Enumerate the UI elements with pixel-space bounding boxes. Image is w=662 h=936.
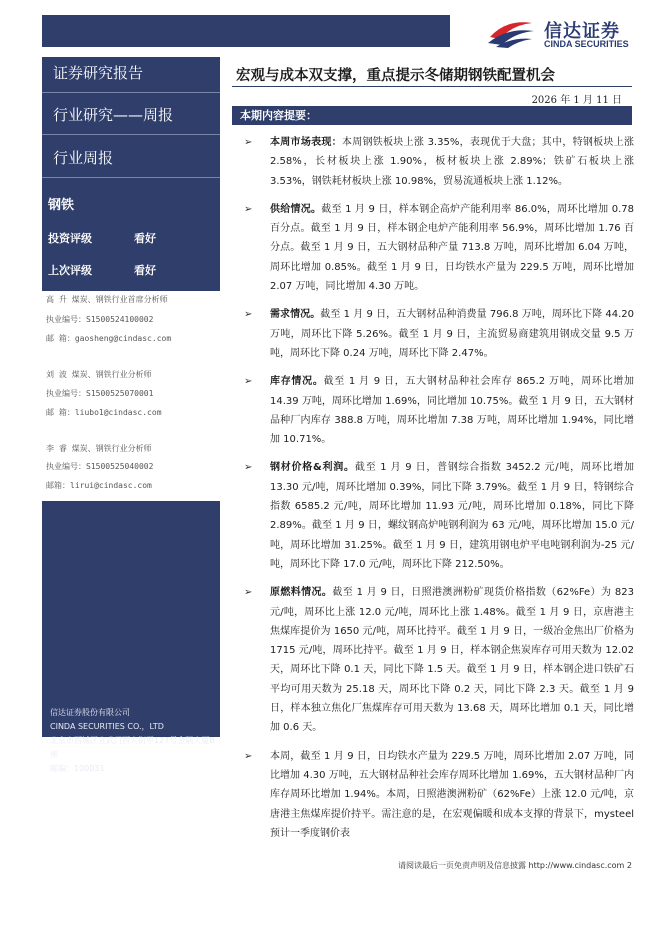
company-info bbox=[50, 706, 218, 776]
analyst-list bbox=[42, 291, 220, 501]
arrow-bullet-icon: ➢ bbox=[244, 203, 253, 215]
analyst-license: 执业编号：S1500525040002 bbox=[46, 462, 154, 471]
page-title: 宏观与成本双支撑，重点提示冬储期钢铁配置机会 bbox=[236, 68, 555, 84]
sidebar-divider bbox=[42, 92, 220, 93]
bullet-head: 需求情况。 bbox=[270, 309, 321, 321]
analyst-license: 执业编号：S1500525070001 bbox=[46, 389, 154, 398]
bullet-market bbox=[232, 133, 634, 191]
bullet-text: 截至 1 月 9 日，五大钢材品种消费量 796.8 万吨，周环比下降 44.20 万吨，周环比下降 5.26%。截至 1 月 9 日，主流贸易商建筑用钢成交量 9.5 万吨，周环比下降 0.24 万吨，周环比下降 2.47%。 bbox=[270, 309, 635, 359]
rating-label: 投资评级 bbox=[48, 232, 92, 245]
arrow-bullet-icon: ➢ bbox=[244, 309, 253, 321]
arrow-bullet-icon: ➢ bbox=[244, 137, 253, 148]
arrow-bullet-icon: ➢ bbox=[244, 587, 253, 599]
company-postcode: 邮编：100031 bbox=[50, 764, 105, 773]
summary-header: 本期内容提要： bbox=[232, 106, 632, 125]
bullet-supply bbox=[232, 200, 634, 296]
analyst-name: 刘 波 煤炭、钢铁行业分析师 bbox=[46, 370, 152, 379]
title-divider bbox=[232, 86, 632, 87]
company-name-cn: 信达证券股份有限公司 bbox=[50, 708, 130, 717]
analyst-name: 高 升 煤炭、钢铁行业首席分析师 bbox=[46, 295, 168, 304]
report-date: 2026 年 1 月 11 日 bbox=[531, 95, 622, 106]
bullet-head: 库存情况。 bbox=[270, 376, 324, 388]
bullet-text: 本周钢铁板块上涨 3.35%，表现优于大盘；其中，特钢板块上涨 2.58%，长材板块上涨 1.90%，板材板块上涨 2.89%；铁矿石板块上涨 3.53%，钢铁耗材板块上涨 10.98%，贸易流通板块上涨 1.12%。 bbox=[270, 137, 634, 187]
brand-name-en: CINDA SECURITIES bbox=[544, 39, 629, 49]
bullet-text: 截至 1 月 9 日，样本钢企高炉产能利用率 86.0%，周环比增加 0.78 百分点。截至 1 月 9 日，样本钢企电炉产能利用率 56.9%，周环比增加 1.76 百分点。截至 1 月 9 日，五大钢材品种产量 713.8 万吨，周环比增加 6.04 万吨，周环比增加 0.85%。截至 1 月 9 日，日均铁水产量为 229.5 万吨，周环比增加 2.07 万吨，同比增加 4.30 万吨。 bbox=[270, 203, 634, 293]
bullet-head: 钢材价格&利润。 bbox=[270, 462, 355, 474]
arrow-bullet-icon: ➢ bbox=[244, 376, 253, 388]
bullet-head: 本周市场表现： bbox=[270, 137, 342, 148]
bullet-text: 截至 1 月 9 日，五大钢材品种社会库存 865.2 万吨，周环比增加 14.39 万吨，周环比增加 1.69%，同比增加 10.75%。截至 1 月 9 日，五大钢材品种厂内库存 388.8 万吨，周环比增加 7.38 万吨，周环比增加 1.94%，同比增加 10.71%。 bbox=[270, 376, 634, 446]
analyst-email[interactable]: 邮 箱：liubo1@cindasc.com bbox=[46, 408, 162, 417]
bullet-head: 原燃料情况。 bbox=[270, 587, 333, 599]
company-address: 北京市西城区宣武门西大街甲127号金隅大厦B座 bbox=[50, 736, 215, 759]
arrow-bullet-icon: ➢ bbox=[244, 750, 253, 762]
bullet-price-profit bbox=[232, 458, 634, 574]
bullet-text: 截至 1 月 9 日，普钢综合指数 3452.2 元/吨，周环比增加 13.30 元/吨，周环比增加 0.39%，同比下降 3.79%。截至 1 月 9 日，特钢综合指数 6585.2 元/吨，周环比增加 11.93 元/吨，周环比增加 0.18%，同比下降 2.89%。截至 1 月 9 日，螺纹钢高炉吨钢利润为 63 元/吨，周环比增加 15.0 元/吨，周环比增加 31.25%。截至 1 月 9 日，建筑用钢电炉平电吨钢利润为-25 元/吨，周环比下降 17.0 元/吨，周环比下降 212.50%。 bbox=[270, 462, 634, 570]
analyst-license: 执业编号：S1500524100002 bbox=[46, 315, 154, 324]
analyst-email[interactable]: 邮 箱：gaosheng@cindasc.com bbox=[46, 334, 172, 343]
report-subcategory: 行业周报 bbox=[53, 149, 114, 167]
bullet-text: 本周，截至 1 月 9 日，日均铁水产量为 229.5 万吨，周环比增加 2.07 万吨，同比增加 4.30 万吨，五大钢材品种社会库存周环比增加 1.69%，五大钢材品种厂内库存周环比增加 1.94%。本周，日照港澳洲粉矿（62%Fe）上涨 12.0 元/吨，京唐港主焦煤库提价持平。需注意的是，在宏观偏暖和成本支撑的背景下，mysteel 预计一季度钢价表 bbox=[270, 750, 634, 839]
bullet-demand bbox=[232, 305, 634, 363]
bullet-raw-materials bbox=[232, 583, 634, 737]
bullet-outlook bbox=[232, 747, 634, 843]
cinda-logo-icon bbox=[486, 17, 536, 49]
prev-rating-label: 上次评级 bbox=[48, 264, 92, 277]
company-name-en: CINDA SECURITIES CO.，LTD bbox=[50, 722, 164, 731]
sidebar-divider bbox=[42, 177, 220, 178]
industry-name: 钢铁 bbox=[48, 198, 75, 213]
bullet-head: 供给情况。 bbox=[270, 203, 322, 215]
top-banner bbox=[42, 15, 450, 47]
summary-bullets bbox=[232, 131, 634, 843]
page-footer: 请阅读最后一页免责声明及信息披露 http://www.cindasc.com 2 bbox=[398, 861, 632, 870]
report-type: 证券研究报告 bbox=[53, 64, 144, 82]
arrow-bullet-icon: ➢ bbox=[244, 462, 253, 474]
brand-name-cn: 信达证券 bbox=[544, 21, 620, 42]
analyst-name: 李 睿 煤炭、钢铁行业分析师 bbox=[46, 444, 152, 453]
brand-logo bbox=[486, 17, 656, 51]
bullet-text: 截至 1 月 9 日，日照港澳洲粉矿现货价格指数（62%Fe）为 823 元/吨，周环比上涨 12.0 元/吨，周环比上涨 1.48%。截至 1 月 9 日，京唐港主焦煤库提价为 1650 元/吨，周环比持平。截至 1 月 9 日，一级冶金焦出厂价格为 1715 元/吨，周环比持平。截至 1 月 9 日，样本钢企焦炭库存可用天数为 12.02 天，周环比下降 0.1 天，同比下降 1.5 天。截至 1 月 9 日，样本钢企进口铁矿石平均可用天数为 25.18 天，周环比下降 0.2 天，同比下降 2.3 天。截至 1 月 9 日，样本独立焦化厂焦煤库存可用天数为 13.68 天，周环比增加 0.1 天，同比增加 0.6 天。 bbox=[270, 587, 634, 734]
sidebar-divider bbox=[42, 134, 220, 135]
prev-rating-value: 看好 bbox=[134, 264, 156, 277]
rating-value: 看好 bbox=[134, 232, 156, 245]
analyst-email[interactable]: 邮箱：lirui@cindasc.com bbox=[46, 481, 152, 490]
report-category: 行业研究——周报 bbox=[53, 106, 174, 124]
bullet-inventory bbox=[232, 372, 634, 449]
